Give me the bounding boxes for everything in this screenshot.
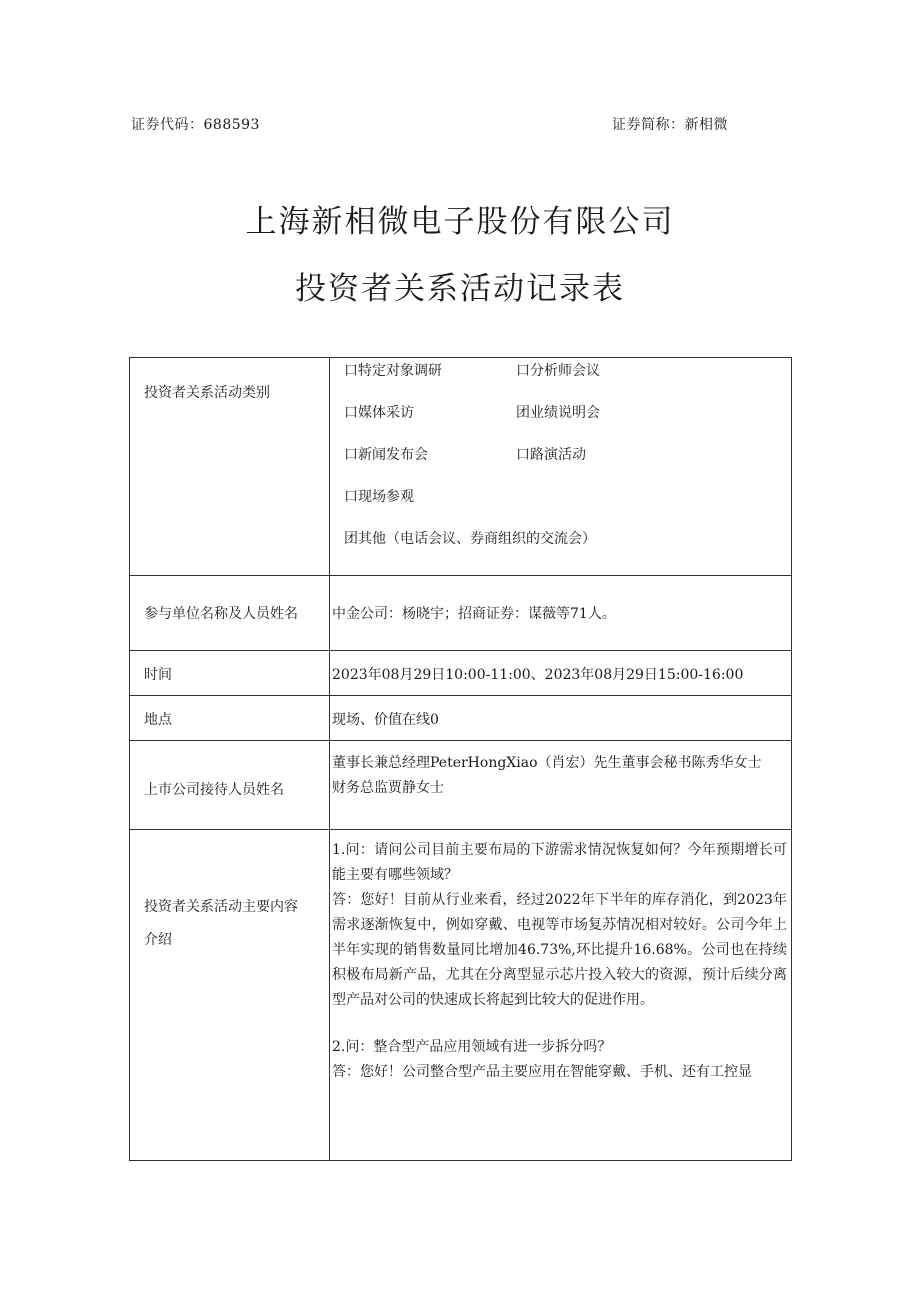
option-results-briefing: 团业绩说明会 (516, 405, 600, 421)
question-1: 1.问：请问公司目前主要布局的下游需求情况恢复如何？今年预期增长可能主要有哪些领域？ (332, 842, 787, 883)
participants-label: 参与单位名称及人员姓名 (144, 606, 298, 622)
question-2: 2.问：整合型产品应用领域有进一步拆分吗？ (332, 1039, 612, 1055)
participants-value-cell (330, 576, 792, 651)
place-value: 现场、价值在线0 (332, 712, 439, 728)
table-row-participants (130, 576, 792, 651)
table-row-activity-type (130, 358, 792, 576)
option-analyst-meeting: 口分析师会议 (516, 363, 600, 379)
company-title: 上海新相微电子股份有限公司 (245, 204, 675, 240)
time-value: 2023年08月29日10:00-11:00、2023年08月29日15:00-16:00 (332, 667, 744, 683)
table-row-reception (130, 741, 792, 830)
option-press-conference: 口新闻发布会 (344, 447, 428, 463)
qa-gap (332, 1013, 787, 1035)
activity-type-label: 投资者关系活动类别 (144, 385, 270, 401)
table-row-place (130, 696, 792, 741)
reception-line-2: 财务总监贾静女士 (332, 780, 444, 796)
reception-value-cell (330, 741, 792, 830)
content-value-cell (330, 830, 792, 1161)
activity-type-options-cell (330, 358, 792, 576)
content-label (144, 891, 329, 957)
table-row-content (130, 830, 792, 1161)
option-specific-research: 口特定对象调研 (344, 363, 442, 379)
content-label-line-2: 介绍 (144, 932, 172, 948)
time-label: 时间 (144, 667, 172, 683)
answer-1: 答：您好！目前从行业来看，经过2022年下半年的库存消化，到2023年需求逐渐恢复中，例如穿戴、电视等市场复苏情况相对较好。公司今年上半年实现的销售数量同比增加46.73%,环比提升16.68%。公司也在持续积极布局新产品，尤其在分离型显示芯片投入较大的资源，预计后续分离型产品对公司的快速成长将起到比较大的促进作用。 (332, 892, 787, 1008)
content-label-line-1: 投资者关系活动主要内容 (144, 899, 298, 915)
reception-line-1: 董事长兼总经理PeterHongXiao（肖宏）先生董事会秘书陈秀华女士 (332, 755, 762, 771)
participants-value: 中金公司：杨晓宇；招商证券：谋薇等71人。 (332, 606, 616, 622)
reception-label: 上市公司接待人员姓名 (144, 782, 284, 798)
participants-label-cell (130, 576, 330, 651)
stock-name: 证券简称：新相微 (612, 117, 728, 133)
table-row-time (130, 651, 792, 696)
answer-2: 答：您好！公司整合型产品主要应用在智能穿戴、手机、还有工控显 (332, 1064, 752, 1080)
option-media-interview: 口媒体采访 (344, 405, 414, 421)
place-label-cell (130, 696, 330, 741)
place-value-cell (330, 696, 792, 741)
activity-type-options (332, 362, 787, 572)
option-site-visit: 口现场参观 (344, 489, 414, 505)
time-label-cell (130, 651, 330, 696)
qa-section (332, 838, 787, 1085)
investor-relations-table (129, 357, 792, 1161)
option-roadshow: 口路演活动 (516, 447, 586, 463)
activity-type-label-cell (130, 358, 330, 576)
stock-code: 证券代码：688593 (131, 117, 260, 133)
reception-value (332, 751, 787, 801)
reception-label-cell (130, 741, 330, 830)
option-other: 团其他（电话会议、券商组织的交流会） (344, 531, 596, 547)
document-title: 投资者关系活动记录表 (295, 271, 625, 307)
time-value-cell (330, 651, 792, 696)
place-label: 地点 (144, 712, 172, 728)
content-label-cell (130, 830, 330, 1161)
